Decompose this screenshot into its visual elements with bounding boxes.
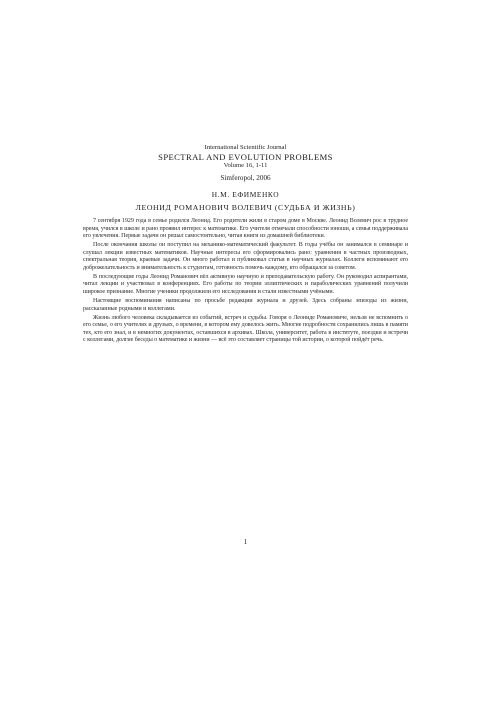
paragraph: Жизнь любого человека складывается из событий, встреч и судьбы. Говоря о Леониде Романовиче, нельзя не вспомнить о его семье, о его учителях и друзьях, о времени, в котором ему довелось жить. Многие подробности сохранились лишь в памяти тех, кто его знал, и в немногих документах, оставшихся в архивах. Школа, университет, работа в институте, поездки и встречи с коллегами, долгие беседы о математике и жизни — всё это составляет страницы той истории, о которой пойдёт речь. — [83, 314, 408, 344]
article-title: ЛЕОНИД РОМАНОВИЧ ВОЛЕВИЧ (СУДЬБА И ЖИЗНЬ) — [135, 203, 356, 212]
article-body — [83, 218, 408, 346]
article-author: Н.М. ЕФИМЕНКО — [211, 190, 280, 199]
paragraph: В последующие годы Леонид Романович вёл активную научную и преподавательскую работу. Он руководил аспирантами, читал лекции и участвовал в конференциях. Его работы по теории эллиптических и параболических уравнений получили широкое признание. Многие ученики продолжили его исследования и стали известными учёными. — [83, 273, 408, 295]
paragraph: 7 сентября 1929 года в семье родился Леонид. Его родители жили в старом доме в Москве. Леонид Волевич рос в трудное время, учился в школе и рано проявил интерес к математике. Его учителя отмечали способности юноши, а семья поддерживала его увлечения. Первые задачи он решал самостоятельно, читая книги из домашней библиотеки. — [83, 218, 408, 240]
journal-title: SPECTRAL AND EVOLUTION PROBLEMS — [158, 152, 333, 162]
journal-volume: Volume 16, 1-11 — [223, 162, 268, 169]
journal-place-year: Simferopol, 2006 — [220, 174, 271, 182]
journal-name: International Scientific Journal — [204, 144, 287, 151]
paragraph: Настоящие воспоминания написаны по просьбе редакции журнала и друзей. Здесь собраны эпизоды из жизни, рассказанные родными и коллегами. — [83, 297, 408, 312]
paragraph: После окончания школы он поступил на механико-математический факультет. В годы учёбы он занимался в семинаре и слушал лекции известных математиков. Научные интересы его сформировались рано: уравнения в частных производных, спектральная теория, краевые задачи. Он много работал и публиковал статьи в научных журналах. Коллеги вспоминают его доброжелательность и внимательность к студентам, готовность помочь каждому, кто обращался за советом. — [83, 242, 408, 271]
page-number: 1 — [243, 538, 248, 546]
